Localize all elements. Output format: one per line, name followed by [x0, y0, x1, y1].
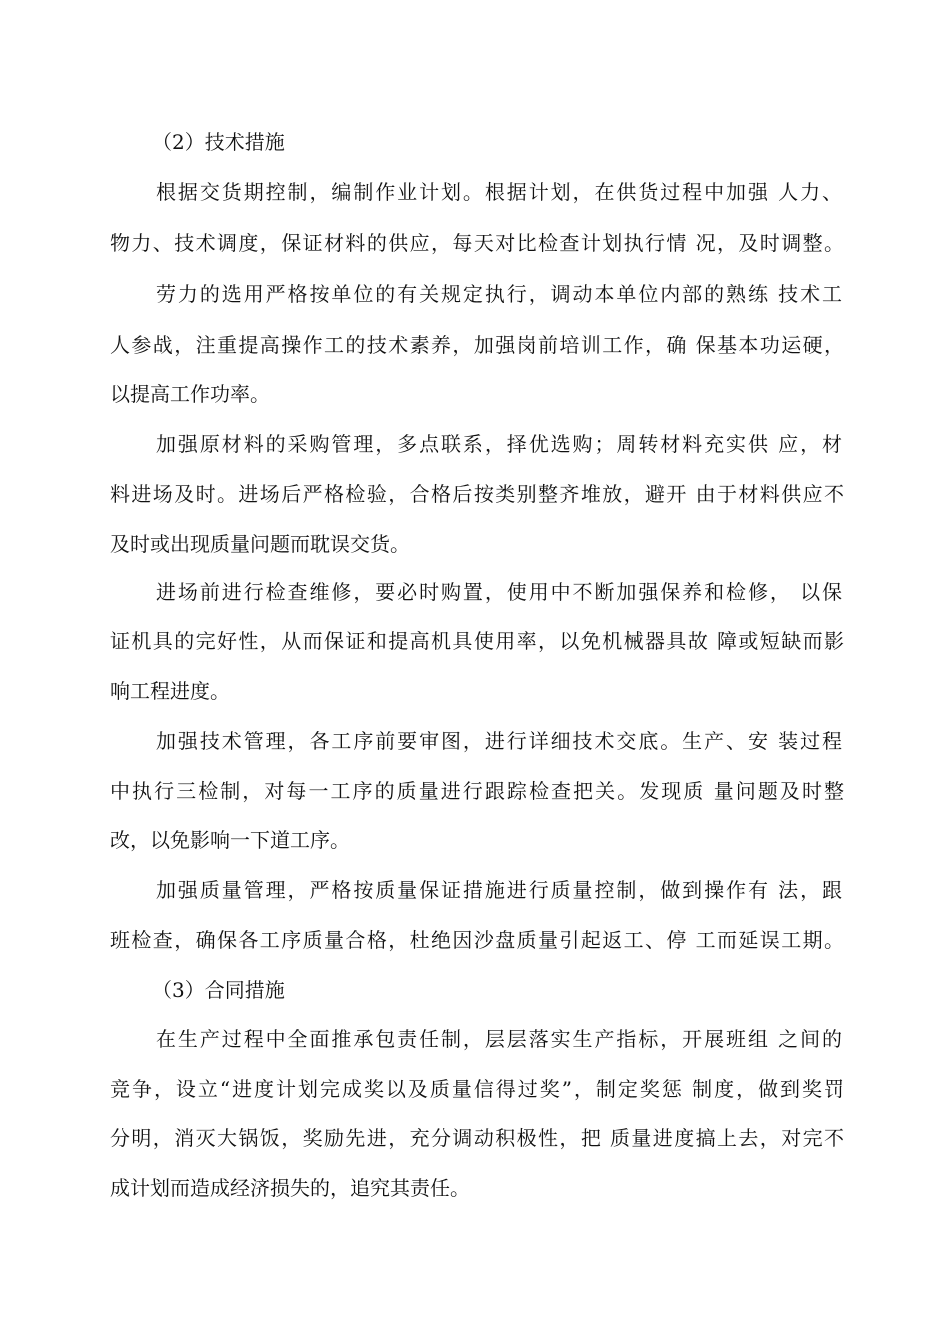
paragraph-line: 响工程进度。: [110, 679, 230, 703]
paragraph-line: 加强质量管理，严格按质量保证措施进行质量控制，做到操作有 法，跟: [156, 878, 842, 902]
section-heading-technical-measures: （2）技术措施: [152, 130, 285, 154]
paragraph-line: 以提高工作功率。: [110, 382, 270, 406]
section-heading-contract-measures: （3）合同措施: [152, 978, 285, 1002]
paragraph-line: 竞争，设立“进度计划完成奖以及质量信得过奖”，制定奖惩 制度，做到奖罚: [110, 1077, 844, 1101]
paragraph-line: 加强原材料的采购管理，多点联系，择优选购；周转材料充实供 应，材: [156, 432, 842, 456]
paragraph-line: 在生产过程中全面推承包责任制，层层落实生产指标，开展班组 之间的: [156, 1027, 842, 1051]
paragraph-line: 劳力的选用严格按单位的有关规定执行，调动本单位内部的熟练 技术工: [156, 282, 842, 306]
paragraph-line: 加强技术管理，各工序前要审图，进行详细技术交底。生产、安 装过程: [156, 729, 842, 753]
paragraph-line: 及时或出现质量问题而耽误交货。: [110, 532, 410, 556]
paragraph-line: 分明，消灭大锅饭，奖励先进，充分调动积极性，把 质量进度搞上去，对完不: [110, 1126, 844, 1150]
paragraph-line: 根据交货期控制，编制作业计划。根据计划，在供货过程中加强 人力、: [156, 180, 842, 204]
paragraph-line: 班检查，确保各工序质量合格，杜绝因沙盘质量引起返工、停 工而延误工期。: [110, 928, 844, 952]
paragraph-line: 中执行三检制，对每一工序的质量进行跟踪检查把关。发现质 量问题及时整: [110, 779, 844, 803]
paragraph-line: 成计划而造成经济损失的，追究其责任。: [110, 1176, 470, 1200]
paragraph-line: 改，以免影响一下道工序。: [110, 828, 350, 852]
paragraph-line: 人参战，注重提高操作工的技术素养，加强岗前培训工作，确 保基本功运硬，: [110, 333, 844, 357]
paragraph-line: 料进场及时。进场后严格检验，合格后按类别整齐堆放，避开 由于材料供应不: [110, 482, 844, 506]
paragraph-line: 物力、技术调度，保证材料的供应，每天对比检查计划执行情 况，及时调整。: [110, 231, 844, 255]
paragraph-line: 证机具的完好性，从而保证和提高机具使用率，以免机械器具故 障或短缺而影: [110, 629, 844, 653]
paragraph-line: 进场前进行检查维修，要必时购置，使用中不断加强保养和检修， 以保: [156, 580, 842, 604]
